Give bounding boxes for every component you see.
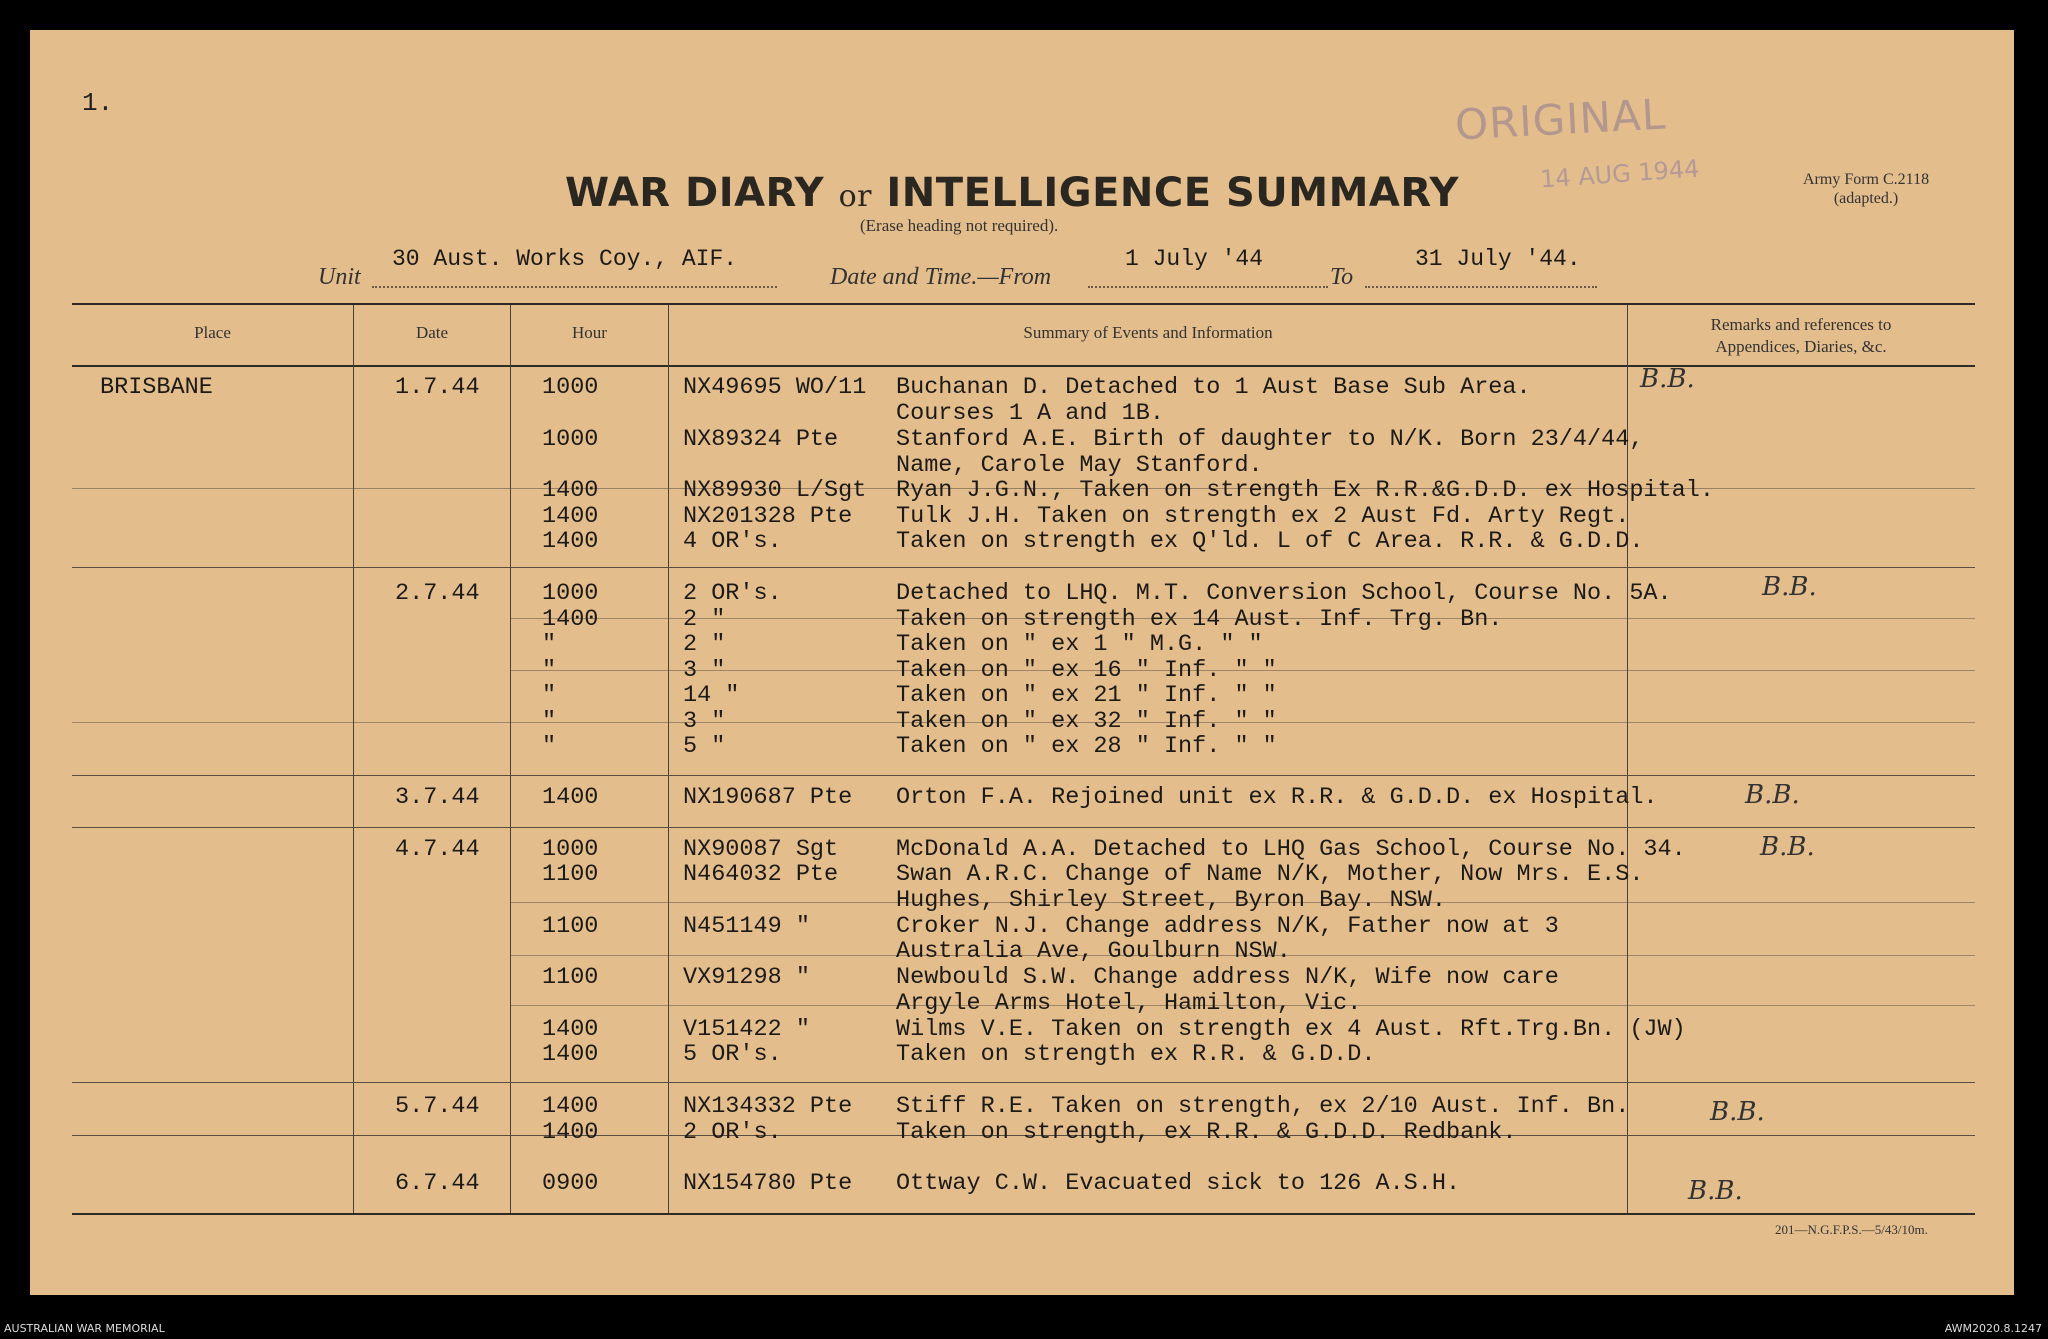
row-summary: Taken on " ex 21 " Inf. " " [896,682,1277,709]
section-rule-4 [72,1082,1975,1083]
remarks-initials-6: B.B. [1688,1176,1743,1206]
date-to-value: 31 July '44. [1415,246,1581,272]
row-summary: Taken on " ex 28 " Inf. " " [896,733,1277,760]
archive-caption-left: AUSTRALIAN WAR MEMORIAL [4,1322,165,1335]
row-reference: 2 " [683,631,726,658]
page-title [565,170,1459,216]
row-date: 4.7.44 [395,836,480,863]
row-reference: 5 OR's. [683,1041,782,1068]
form-reference-line-1: Army Form C.2118 [1803,171,1930,188]
row-hour: 1100 [542,861,599,888]
header-remarks-line-2: Appendices, Diaries, &c. [1715,337,1887,356]
row-reference: NX154780 Pte [683,1170,853,1197]
date-from-label: Date and Time.—From [830,264,1052,290]
row-reference: NX134332 Pte [683,1093,853,1120]
row-date: 1.7.44 [395,374,480,401]
row-summary: Name, Carole May Stanford. [896,452,1263,479]
row-summary: Taken on strength ex R.R. & G.D.D. [896,1041,1376,1068]
row-summary: Taken on strength ex 14 Aust. Inf. Trg. Bn. [896,606,1503,633]
remarks-initials-2: B.B. [1762,572,1817,602]
row-hour: 1400 [542,528,599,555]
row-hour: 1400 [542,784,599,811]
date-from-dotted-line [1088,286,1328,288]
header-remarks-line-1: Remarks and references to [1710,315,1892,334]
row-summary: Swan A.R.C. Change of Name N/K, Mother, Now Mrs. E.S. [896,861,1644,888]
row-summary: Wilms V.E. Taken on strength ex 4 Aust. Rft.Trg.Bn. (JW) [896,1016,1686,1043]
row-summary: Taken on " ex 1 " M.G. " " [896,631,1263,658]
subtitle: (Erase heading not required). [860,216,1059,235]
row-date: 2.7.44 [395,580,480,607]
unit-label: Unit [318,264,361,290]
row-hour: 1000 [542,836,599,863]
row-summary: Courses 1 A and 1B. [896,400,1164,427]
row-hour: 1400 [542,1041,599,1068]
row-date: 6.7.44 [395,1170,480,1197]
row-reference: NX90087 Sgt [683,836,839,863]
section-rule-1 [72,567,1975,568]
row-hour: " [542,708,557,735]
row-summary: Argyle Arms Hotel, Hamilton, Vic. [896,990,1362,1017]
row-reference: NX49695 WO/11 [683,374,867,401]
table-bottom-rule [72,1213,1975,1215]
col-divider-place-date [353,305,354,1213]
row-reference: 3 " [683,657,726,684]
header-hour: Hour [572,323,607,342]
row-reference: VX91298 " [683,964,810,991]
row-summary: Buchanan D. Detached to 1 Aust Base Sub Area. [896,374,1531,401]
row-reference: N451149 " [683,913,810,940]
row-hour: " [542,631,557,658]
row-hour: 1000 [542,374,599,401]
row-hour: 1400 [542,503,599,530]
row-reference: V151422 " [683,1016,810,1043]
row-summary: Taken on " ex 16 " Inf. " " [896,657,1277,684]
archive-caption-right: AWM2020.8.1247 [1944,1322,2042,1335]
row-date: 5.7.44 [395,1093,480,1120]
place-value: BRISBANE [100,374,213,401]
row-summary: Tulk J.H. Taken on strength ex 2 Aust Fd. Arty Regt. [896,503,1630,530]
row-summary: Ottway C.W. Evacuated sick to 126 A.S.H. [896,1170,1461,1197]
remarks-initials-5: B.B. [1710,1097,1765,1127]
remarks-initials-1: B.B. [1640,364,1695,394]
row-reference: 2 " [683,606,726,633]
row-reference: NX201328 Pte [683,503,853,530]
row-reference: NX190687 Pte [683,784,853,811]
row-summary: Taken on strength ex Q'ld. L of C Area. R.R. & G.D.D. [896,528,1644,555]
row-hour: 1000 [542,426,599,453]
row-hour: 1400 [542,1093,599,1120]
header-remarks [1628,314,1974,358]
original-stamp: ORIGINAL [1453,89,1668,150]
row-reference: 4 OR's. [683,528,782,555]
row-hour: " [542,733,557,760]
row-reference: 14 " [683,682,740,709]
title-or: or [838,179,872,214]
row-reference: 5 " [683,733,726,760]
remarks-initials-3: B.B. [1745,780,1800,810]
row-hour: 1100 [542,964,599,991]
row-hour: 1100 [542,913,599,940]
remarks-initials-4: B.B. [1760,832,1815,862]
row-summary: Taken on " ex 32 " Inf. " " [896,708,1277,735]
row-summary: Australia Ave, Goulburn NSW. [896,938,1291,965]
row-reference: 3 " [683,708,726,735]
row-reference: NX89930 L/Sgt [683,477,867,504]
row-reference: 2 OR's. [683,580,782,607]
row-hour: 1400 [542,606,599,633]
row-summary: Croker N.J. Change address N/K, Father now at 3 [896,913,1559,940]
unit-dotted-line [372,286,777,288]
row-date: 3.7.44 [395,784,480,811]
footer-print-code: 201—N.G.F.P.S.—5/43/10m. [1775,1222,1928,1237]
title-part-2: INTELLIGENCE SUMMARY [886,170,1459,216]
col-divider-hour-summary [668,305,669,1213]
row-reference: N464032 Pte [683,861,839,888]
row-hour: 1400 [542,1119,599,1146]
row-reference: NX89324 Pte [683,426,839,453]
header-date: Date [415,323,449,342]
form-reference-line-2: (adapted.) [1833,190,1899,207]
row-summary: Stiff R.E. Taken on strength, ex 2/10 Aust. Inf. Bn. [896,1093,1630,1120]
header-place: Place [194,323,231,342]
row-hour: 1400 [542,477,599,504]
form-reference [1803,170,1929,208]
header-summary: Summary of Events and Information [1023,323,1273,342]
row-hour: 1400 [542,1016,599,1043]
section-rule-3 [72,827,1975,828]
table-top-rule [72,303,1975,305]
row-summary: Ryan J.G.N., Taken on strength Ex R.R.&G.D.D. ex Hospital. [896,477,1714,504]
received-date-stamp: 14 AUG 1944 [1539,154,1701,194]
row-hour: 1000 [542,580,599,607]
row-hour: " [542,682,557,709]
unit-value: 30 Aust. Works Coy., AIF. [392,246,738,272]
date-from-value: 1 July '44 [1125,246,1264,272]
row-summary: McDonald A.A. Detached to LHQ Gas School, Course No. 34. [896,836,1686,863]
row-summary: Newbould S.W. Change address N/K, Wife now care [896,964,1559,991]
date-to-dotted-line [1365,286,1597,288]
row-summary: Hughes, Shirley Street, Byron Bay. NSW. [896,887,1446,914]
date-to-label: To [1330,264,1354,290]
col-divider-date-hour [510,305,511,1213]
section-rule-2 [72,775,1975,776]
row-summary: Stanford A.E. Birth of daughter to N/K. Born 23/4/44, [896,426,1644,453]
row-hour: 0900 [542,1170,599,1197]
row-summary: Detached to LHQ. M.T. Conversion School, Course No. 5A. [896,580,1672,607]
row-hour: " [542,657,557,684]
row-reference: 2 OR's. [683,1119,782,1146]
title-part-1: WAR DIARY [565,170,825,216]
row-summary: Taken on strength, ex R.R. & G.D.D. Redbank. [896,1119,1517,1146]
page-number: 1. [82,88,114,118]
row-summary: Orton F.A. Rejoined unit ex R.R. & G.D.D. ex Hospital. [896,784,1658,811]
